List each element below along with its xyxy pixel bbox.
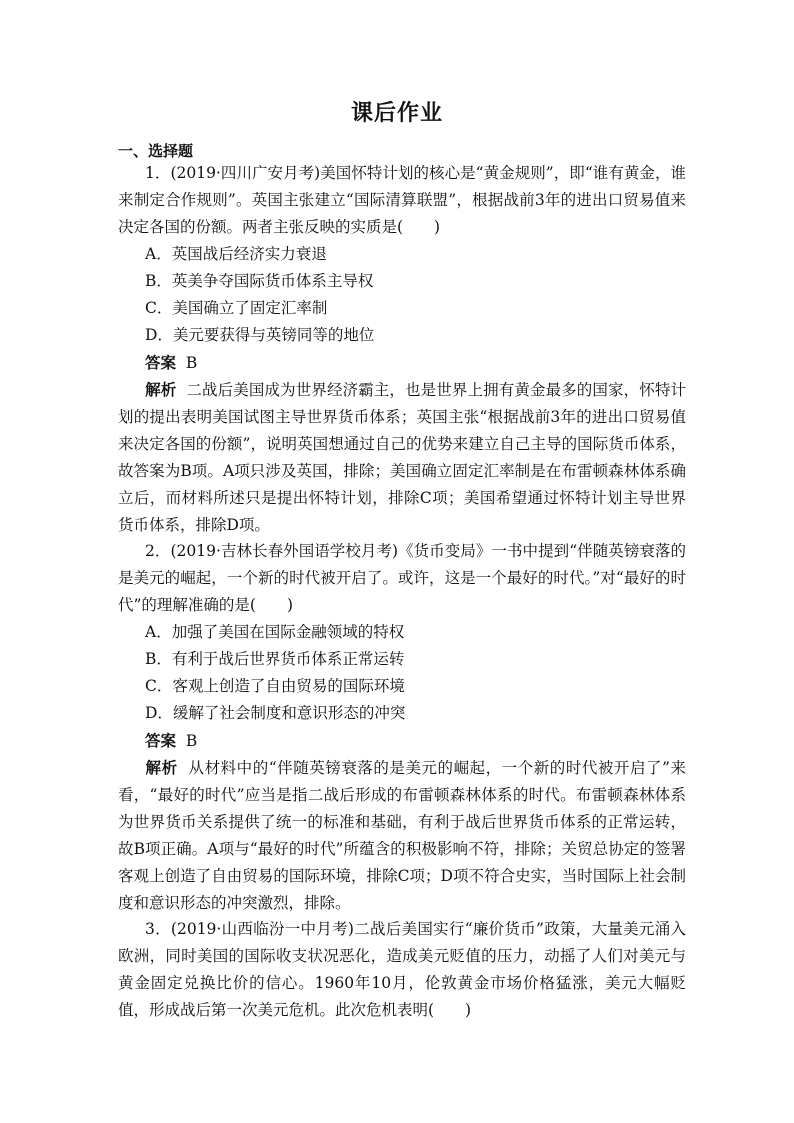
question-1-answer xyxy=(145,349,197,377)
page-title: 课后作业 xyxy=(350,100,443,126)
question-2-option-c: C．客观上创造了自由贸易的国际环境 xyxy=(145,677,405,695)
question-1-option-a: A．英国战后经济实力衰退 xyxy=(145,245,327,263)
question-3-stem: 3．(2019·山西临汾一中月考)二战后美国实行“廉价货币”政策，大量美元涌入欧洲，同时美国的国际收支状况恶化，造成美元贬值的压力，动摇了人们对美元与黄金固定兑换比价的信心。1960年10月，伦敦黄金市场价格猛涨，美元大幅贬值，形成战后第一次美元危机。此次危机表明( ) xyxy=(118,920,686,1019)
question-2-option-b: B．有利于战后世界货币体系正常运转 xyxy=(145,650,405,668)
question-1-option-d: D．美元要获得与英镑同等的地位 xyxy=(145,326,375,344)
answer-label: 答案 xyxy=(145,353,177,372)
question-1-option-c: C．美国确立了固定汇率制 xyxy=(145,299,328,317)
analysis-label: 解析 xyxy=(145,380,177,399)
answer-value: B xyxy=(185,732,198,750)
question-2-analysis xyxy=(118,754,686,917)
answer-label: 答案 xyxy=(145,731,177,750)
question-2-stem: 2．(2019·吉林长春外国语学校月考)《货币变局》一书中提到“伴随英镑衰落的是美元的崛起，一个新的时代被开启了。或许，这是一个最好的时代。”对“最好的时代”的理解准确的是( ) xyxy=(118,542,686,614)
answer-value: B xyxy=(185,354,198,372)
question-1-stem: 1．(2019·四川广安月考)美国怀特计划的核心是“黄金规则”，即“谁有黄金，谁来制定合作规则”。英国主张建立“国际清算联盟”，根据战前3年的进出口贸易值来决定各国的份额。两者主张反映的实质是( ) xyxy=(118,164,686,236)
question-2-answer xyxy=(145,727,197,755)
question-1-analysis xyxy=(118,376,686,539)
question-1-option-b: B．英美争夺国际货币体系主导权 xyxy=(145,272,374,290)
analysis-text: 二战后美国成为世界经济霸主，也是世界上拥有黄金最多的国家，怀特计划的提出表明美国试图主导世界货币体系；英国主张“根据战前3年的进出口贸易值来决定各国的份额”，说明英国想通过自己的优势来建立自己主导的国际货币体系，故答案为B项。A项只涉及英国，排除；美国确立固定汇率制是在布雷顿森林体系确立后，而材料所述只是提出怀特计划，排除C项；美国希望通过怀特计划主导世界货币体系，排除D项。 xyxy=(118,381,686,534)
question-2-option-d: D．缓解了社会制度和意识形态的冲突 xyxy=(145,704,406,722)
analysis-text: 从材料中的“伴随英镑衰落的是美元的崛起，一个新的时代被开启了”来看，“最好的时代”应当是指二战后形成的布雷顿森林体系的时代。布雷顿森林体系为世界货币关系提供了统一的标准和基础，有利于战后世界货币体系的正常运转，故B项正确。A项与“最好的时代”所蕴含的积极影响不符，排除；关贸总协定的签署客观上创造了自由贸易的国际环境，排除C项；D项不符合史实，当时国际上社会制度和意识形态的冲突激烈，排除。 xyxy=(118,759,686,912)
analysis-label: 解析 xyxy=(145,758,178,777)
section-heading: 一、选择题 xyxy=(118,142,194,160)
question-2-option-a: A．加强了美国在国际金融领域的特权 xyxy=(145,623,405,641)
